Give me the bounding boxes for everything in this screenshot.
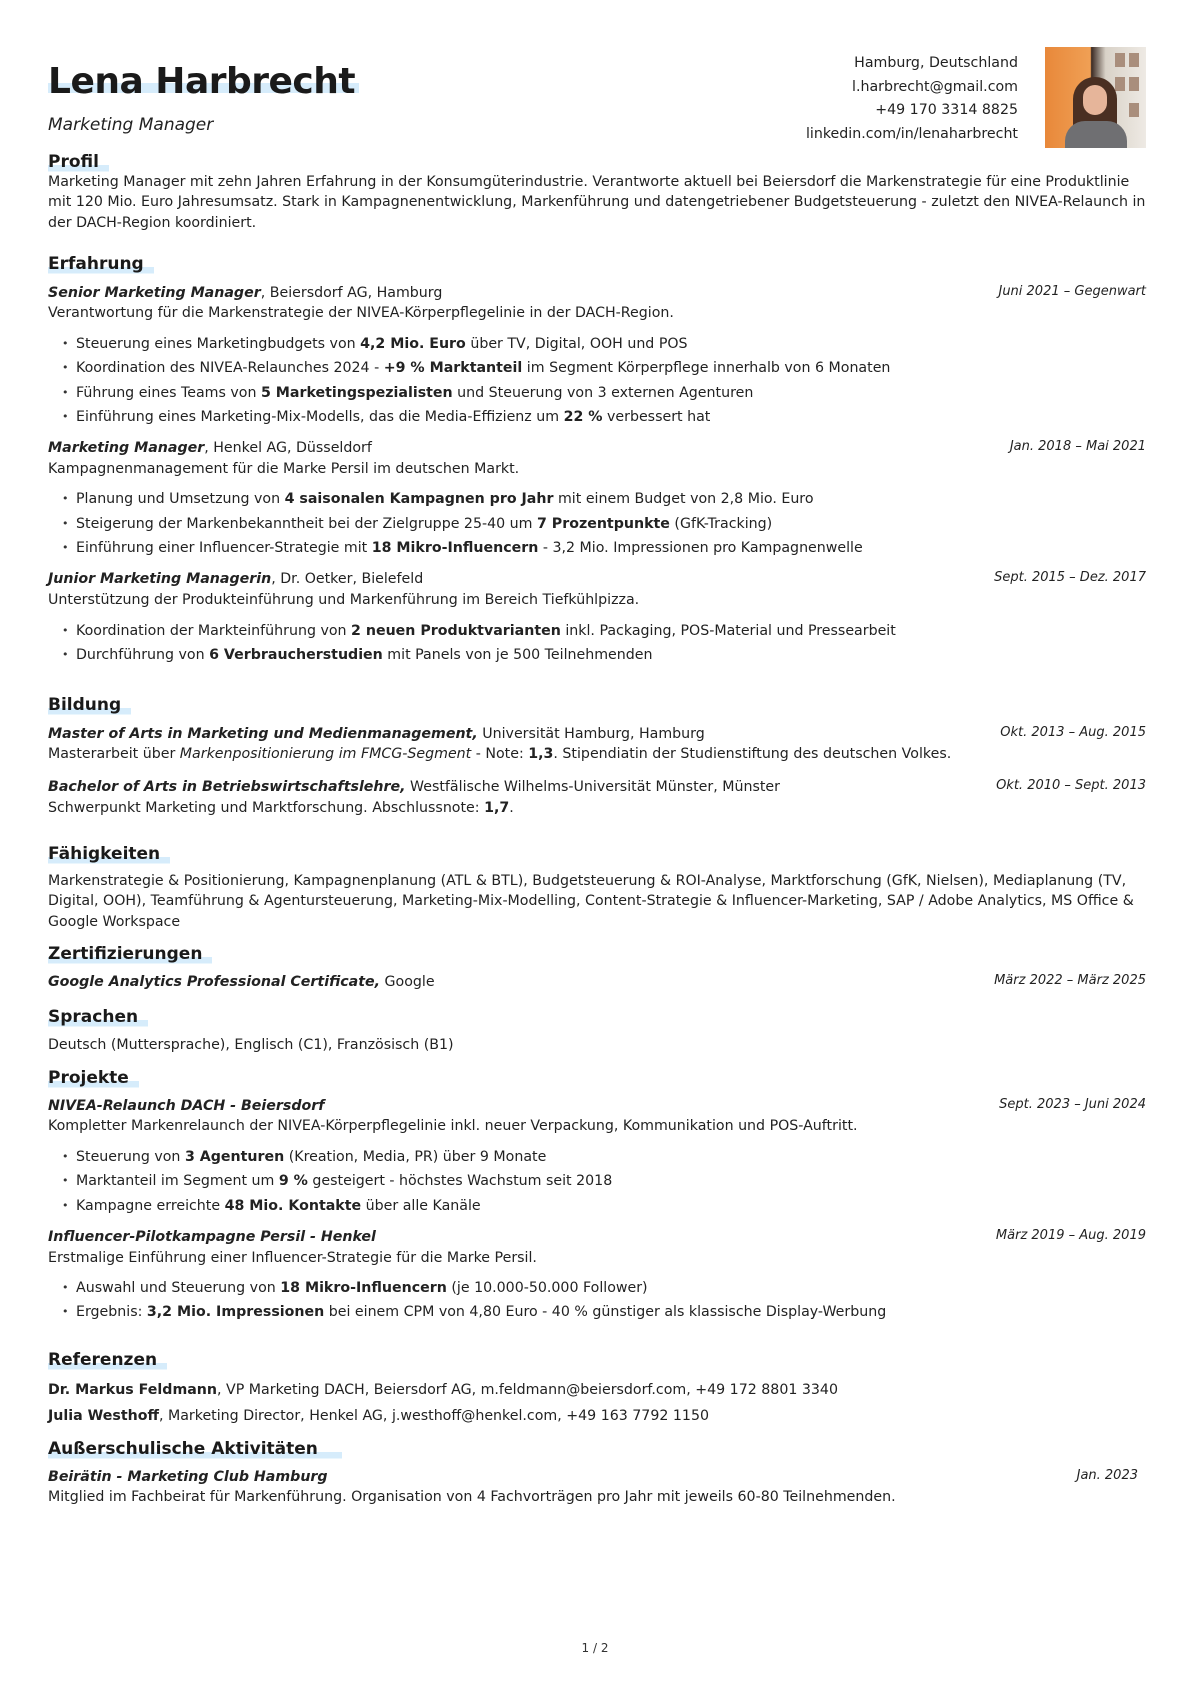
bold-text: 1,7	[484, 799, 510, 816]
experience-date: Jan. 2018 – Mai 2021	[1009, 439, 1146, 455]
section-experience	[48, 254, 1146, 667]
profile-summary: Marketing Manager mit zehn Jahren Erfahrung in der Konsumgüterindustrie. Verantworte aktuell bei Beiersdorf die Markenstrategie für eine Produktlinie mit 120 Mio. Euro Jahresumsatz. Stark in Kampagnenentwicklung, Markenführung und datengetriebener Budgetsteuerung - zuletzt den NIVEA-Relaunch in der DACH-Region koordiniert.	[48, 173, 1146, 232]
text-run: Durchführung von	[76, 646, 210, 663]
text-run: Einführung einer Influencer-Strategie mit	[76, 539, 372, 556]
bullet-item	[76, 536, 1146, 560]
activity-entry	[48, 1467, 1146, 1508]
bullet-list	[48, 1145, 1146, 1218]
section-heading-languages: Sprachen	[48, 1007, 148, 1028]
text-run: bei einem CPM von 4,80 Euro - 40 % günstiger als klassische Display-Werbung	[324, 1304, 887, 1321]
text-run: (je 10.000-50.000 Follower)	[446, 1280, 648, 1297]
section-profile	[48, 152, 1146, 234]
certification-name: Google Analytics Professional Certificate,	[48, 973, 381, 990]
bullet-item	[76, 405, 1146, 429]
reference-details: , VP Marketing DACH, Beiersdorf AG, m.feldmann@beiersdorf.com, +49 172 8801 3340	[217, 1381, 838, 1398]
experience-desc: Kampagnenmanagement für die Marke Persil im deutschen Markt.	[48, 460, 520, 477]
activity-desc: Mitglied im Fachbeirat für Markenführung. Organisation von 4 Fachvorträgen pro Jahr mit jeweils 60-80 Teilnehmenden.	[48, 1489, 896, 1506]
text-run: Koordination der Markteinführung von	[76, 622, 352, 639]
section-heading-activities: Außerschulische Aktivitäten	[48, 1439, 342, 1460]
text-run: - Note:	[471, 746, 529, 763]
project-desc: Erstmalige Einführung einer Influencer-Strategie für die Marke Persil.	[48, 1249, 537, 1266]
text-run: mit Panels von je 500 Teilnehmenden	[382, 646, 653, 663]
experience-desc: Unterstützung der Produkteinführung und Markenführung im Bereich Tiefkühlpizza.	[48, 591, 640, 608]
project-entry	[48, 1227, 1146, 1325]
bold-text: 5 Marketingspezialisten	[260, 384, 453, 401]
section-heading-education: Bildung	[48, 695, 131, 716]
experience-org: , Henkel AG, Düsseldorf	[204, 440, 372, 457]
text-run: Steigerung der Markenbekanntheit bei der Zielgruppe 25-40 um	[76, 515, 537, 532]
contact-email[interactable]: l.harbrecht@gmail.com	[852, 78, 1018, 95]
project-title: Influencer-Pilotkampagne Persil - Henkel	[48, 1228, 376, 1245]
bold-text: 9 %	[278, 1173, 308, 1190]
bold-text: 1,3	[528, 746, 554, 763]
section-activities	[48, 1439, 1146, 1508]
resume-header	[48, 0, 1146, 150]
bullet-list	[48, 487, 1146, 560]
education-entry	[48, 777, 1146, 818]
bold-text: 2 neuen Produktvarianten	[351, 622, 561, 639]
candidate-title: Marketing Manager	[48, 115, 214, 135]
bullet-item	[76, 1276, 1146, 1300]
project-entry	[48, 1096, 1146, 1218]
bullet-item	[76, 619, 1146, 643]
bold-text: 7 Prozentpunkte	[537, 515, 670, 532]
text-run: . Stipendiatin der Studienstiftung des deutschen Volkes.	[553, 746, 952, 763]
section-projects	[48, 1068, 1146, 1325]
text-run: über alle Kanäle	[361, 1197, 481, 1214]
reference-item	[48, 1403, 1146, 1429]
section-certifications	[48, 944, 1146, 992]
education-school: Westfälische Wilhelms-Universität Münster, Münster	[405, 779, 780, 796]
section-heading-references: Referenzen	[48, 1350, 167, 1371]
bullet-item	[76, 1145, 1146, 1169]
text-run: inkl. Packaging, POS-Material und Pressearbeit	[560, 622, 896, 639]
text-run: - 3,2 Mio. Impressionen pro Kampagnenwelle	[538, 539, 863, 556]
experience-head	[48, 283, 1146, 304]
text-run: über TV, Digital, OOH und POS	[465, 336, 688, 353]
contact-linkedin[interactable]: linkedin.com/in/lenaharbrecht	[805, 125, 1018, 142]
contact-location: Hamburg, Deutschland	[854, 55, 1018, 71]
section-references	[48, 1350, 1146, 1429]
bold-text: 3,2 Mio. Impressionen	[146, 1304, 325, 1321]
experience-org: , Dr. Oetker, Bielefeld	[271, 571, 424, 588]
text-run: Auswahl und Steuerung von	[76, 1280, 281, 1297]
experience-role: Junior Marketing Managerin	[48, 571, 272, 588]
bold-text: 6 Verbraucherstudien	[209, 646, 383, 663]
section-heading-skills: Fähigkeiten	[48, 844, 170, 865]
section-education	[48, 695, 1146, 819]
reference-name: Dr. Markus Feldmann	[48, 1381, 218, 1398]
bold-text: 4 saisonalen Kampagnen pro Jahr	[284, 491, 554, 508]
text-run: verbessert hat	[602, 408, 711, 425]
certification-issuer: Google	[380, 973, 435, 990]
text-run: Masterarbeit über	[48, 746, 180, 763]
reference-item	[48, 1377, 1146, 1403]
text-run: Steuerung eines Marketingbudgets von	[76, 336, 361, 353]
section-heading-projects: Projekte	[48, 1068, 139, 1089]
section-heading-experience: Erfahrung	[48, 254, 154, 275]
bold-text: 4,2 Mio. Euro	[360, 336, 466, 353]
bullet-item	[76, 1300, 1146, 1324]
activity-title: Beirätin - Marketing Club Hamburg	[48, 1468, 328, 1485]
bullet-item	[76, 487, 1146, 511]
text-run: (GfK-Tracking)	[669, 515, 773, 532]
bullet-list	[48, 1276, 1146, 1324]
education-head	[48, 724, 1146, 745]
bold-text: 3 Agenturen	[184, 1149, 285, 1166]
education-desc	[48, 798, 1146, 819]
bullet-item	[76, 356, 1146, 380]
education-date: Okt. 2010 – Sept. 2013	[996, 778, 1146, 794]
project-date: März 2019 – Aug. 2019	[995, 1227, 1146, 1243]
bullet-item	[76, 1169, 1146, 1193]
bullet-item	[76, 381, 1146, 405]
experience-desc: Verantwortung für die Markenstrategie der NIVEA-Körperpflegelinie in der DACH-Region.	[48, 305, 674, 322]
experience-head	[48, 569, 1146, 590]
activity-head	[48, 1467, 1146, 1488]
skills-text: Markenstrategie & Positionierung, Kampagnenplanung (ATL & BTL), Budgetsteuerung & ROI-Analyse, Marktforschung (GfK, Nielsen), Mediaplanung (TV, Digital, OOH), Teamführung & Agentursteuerung, Marketing-Mix-Modelling, Content-Strategie & Influencer-Marketing, SAP / Adobe Analytics, MS Office & Google Workspace	[48, 872, 1134, 930]
text-run: mit einem Budget von 2,8 Mio. Euro	[553, 491, 814, 508]
activity-date: Jan. 2023	[1076, 1467, 1138, 1483]
reference-details: , Marketing Director, Henkel AG, j.westhoff@henkel.com, +49 163 7792 1150	[158, 1407, 710, 1424]
experience-entry	[48, 283, 1146, 429]
experience-org: , Beiersdorf AG, Hamburg	[260, 284, 443, 301]
profile-photo	[1045, 47, 1146, 148]
candidate-name: Lena Harbrecht	[48, 62, 359, 102]
text-run: Führung eines Teams von	[76, 384, 261, 401]
text-run: gesteigert - höchstes Wachstum seit 2018	[307, 1173, 613, 1190]
projects-list	[48, 1096, 1146, 1325]
bold-text: +9 % Marktanteil	[383, 360, 523, 377]
reference-name: Julia Westhoff	[48, 1407, 159, 1424]
text-run: und Steuerung von 3 externen Agenturen	[452, 384, 754, 401]
education-degree: Master of Arts in Marketing und Medienmanagement,	[48, 725, 478, 742]
text-run: Marktanteil im Segment um	[76, 1173, 279, 1190]
languages-text: Deutsch (Muttersprache), Englisch (C1), Französisch (B1)	[48, 1036, 454, 1053]
education-school: Universität Hamburg, Hamburg	[477, 725, 705, 742]
contact-block	[806, 52, 1018, 146]
bullet-item	[76, 332, 1146, 356]
text-run: Ergebnis:	[76, 1304, 147, 1321]
bullet-list	[48, 332, 1146, 429]
project-desc: Kompletter Markenrelaunch der NIVEA-Körperpflegelinie inkl. neuer Verpackung, Kommunikation und POS-Auftritt.	[48, 1118, 858, 1135]
education-degree: Bachelor of Arts in Betriebswirtschaftslehre,	[48, 779, 406, 796]
experience-entry	[48, 438, 1146, 560]
text-run: im Segment Körperpflege innerhalb von 6 Monaten	[522, 360, 891, 377]
text-run: Koordination des NIVEA-Relaunches 2024 -	[76, 360, 384, 377]
project-date: Sept. 2023 – Juni 2024	[999, 1096, 1146, 1112]
experience-entry	[48, 569, 1146, 667]
bold-text: 22 %	[563, 408, 603, 425]
education-entry	[48, 724, 1146, 765]
bold-text: 48 Mio. Kontakte	[224, 1197, 362, 1214]
certification-head	[48, 972, 1146, 993]
experience-role: Senior Marketing Manager	[48, 284, 261, 301]
text-run: Kampagne erreichte	[76, 1197, 225, 1214]
text-run: (Kreation, Media, PR) über 9 Monate	[284, 1149, 547, 1166]
section-languages	[48, 1007, 1146, 1055]
section-heading-profile: Profil	[48, 152, 109, 173]
bullet-item	[76, 512, 1146, 536]
bullet-list	[48, 619, 1146, 667]
experience-list	[48, 283, 1146, 667]
education-desc	[48, 744, 1146, 765]
bullet-item	[76, 1194, 1146, 1218]
references-list	[48, 1377, 1146, 1429]
education-date: Okt. 2013 – Aug. 2015	[1000, 724, 1146, 740]
experience-date: Sept. 2015 – Dez. 2017	[994, 570, 1146, 586]
text-run: Schwerpunkt Marketing und Marktforschung. Abschlussnote:	[48, 799, 485, 816]
certification-date: März 2022 – März 2025	[994, 972, 1146, 988]
experience-date: Juni 2021 – Gegenwart	[998, 283, 1146, 299]
contact-phone[interactable]: +49 170 3314 8825	[875, 102, 1018, 118]
experience-role: Marketing Manager	[48, 440, 205, 457]
section-skills	[48, 844, 1146, 932]
project-head	[48, 1096, 1146, 1117]
bold-text: 18 Mikro-Influencern	[371, 539, 539, 556]
certification-entry	[48, 972, 1146, 993]
text-run: .	[509, 799, 514, 816]
section-heading-certifications: Zertifizierungen	[48, 944, 212, 965]
page-number: 1 / 2	[581, 1641, 609, 1655]
text-run: Planung und Umsetzung von	[76, 491, 285, 508]
experience-head	[48, 438, 1146, 459]
italic-text: Markenpositionierung im FMCG-Segment	[179, 746, 472, 763]
text-run: Steuerung von	[76, 1149, 185, 1166]
education-list	[48, 724, 1146, 819]
text-run: Einführung eines Marketing-Mix-Modells, das die Media-Effizienz um	[76, 408, 564, 425]
bold-text: 18 Mikro-Influencern	[280, 1280, 447, 1297]
resume-page	[48, 0, 1146, 1506]
education-head	[48, 777, 1146, 798]
bullet-item	[76, 643, 1146, 667]
project-title: NIVEA-Relaunch DACH - Beiersdorf	[48, 1097, 325, 1114]
project-head	[48, 1227, 1146, 1248]
